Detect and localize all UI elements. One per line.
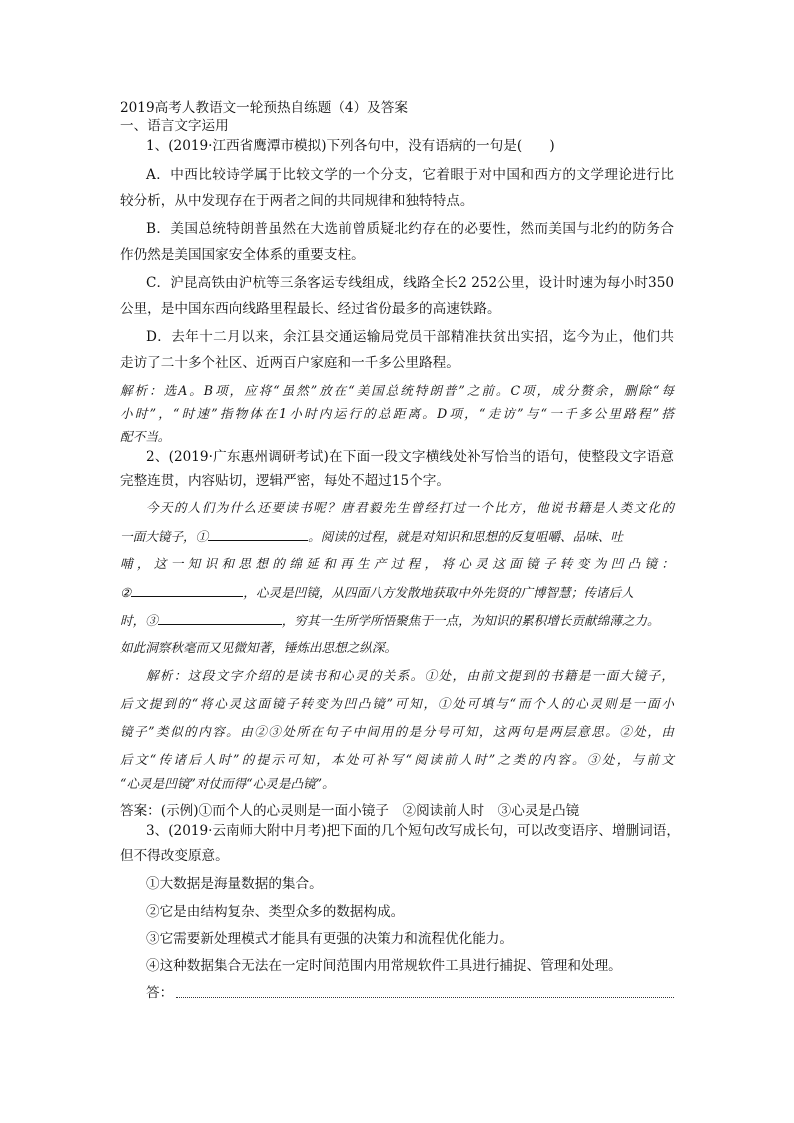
q1-stem: 1、(2019·江西省鹰潭市模拟)下列各句中，没有语病的一句是( ) [146, 138, 555, 154]
answer-blank-3[interactable] [158, 612, 282, 625]
q1-option-c-line1: C．沪昆高铁由沪杭等三条客运专线组成，线路全长2 252公里，设计时速为每小时350 [146, 275, 674, 291]
q1-option-a-line2: 较分析，从中发现存在于两者之间的共同规律和独特特点。 [120, 193, 474, 209]
q3-stem-line2: 但不得改变原意。 [120, 848, 229, 864]
q1-explanation-line3: 配不当。 [120, 429, 171, 444]
answer-blank-2[interactable] [131, 584, 243, 597]
q1-option-a-line1: A．中西比较诗学属于比较文学的一个分支，它着眼于对中国和西方的文学理论进行比 [146, 167, 674, 183]
q2-passage-line2-start: 一面大镜子，① [120, 529, 209, 544]
q2-explanation-line1: 解析：这段文字介绍的是读书和心灵的关系。①处，由前文提到的书籍是一面大镜子， [146, 668, 674, 683]
q1-option-d-line1: D．去年十二月以来，余江县交通运输局党员干部精准扶贫出实招，迄今为止，他们共 [146, 329, 674, 345]
q2-passage-line5-start: 时，③ [120, 613, 158, 628]
q3-item-2: ②它是由结构复杂、类型众多的数据构成。 [146, 904, 405, 920]
q2-explanation-line4: 后文“传诸后人时”的提示可知，本处可补写“阅读前人时”之类的内容。③处，与前文 [120, 752, 674, 767]
q1-option-b-line2: 作仍然是美国国家安全体系的重要支柱。 [120, 247, 365, 263]
q2-explanation-line5: “心灵是凹镜”对仗而得“心灵是凸镜”。 [120, 776, 335, 791]
q3-item-3: ③它需要新处理模式才能具有更强的决策力和流程优化能力。 [146, 931, 514, 947]
q3-answer-line[interactable] [176, 996, 674, 998]
q2-passage-line5-end: ，穷其一生所学所悟聚焦于一点，为知识的累积增长贡献绵薄之力。 [281, 613, 660, 628]
q1-option-d-line2: 走访了二十多个社区、近两百户家庭和一千多公里路程。 [120, 355, 460, 371]
q1-explanation-line2: 小时”，“时速”指物体在1小时内运行的总距离。D项，“走访”与“一千多公里路程”搭 [120, 406, 674, 421]
q2-passage-line4-end: ，心灵是凹镜，从四面八方发散地获取中外先贤的广博智慧；传诸后人 [243, 585, 634, 600]
q3-item-1: ①大数据是海量数据的集合。 [146, 876, 323, 892]
q3-item-4: ④这种数据集合无法在一定时间范围内用常规软件工具进行捕捉、管理和处理。 [146, 958, 622, 974]
q2-explanation-line2: 后文提到的“将心灵这面镜子转变为凹凸镜”可知，①处可填与“而个人的心灵则是一面小 [120, 696, 674, 711]
q3-stem-line1: 3、(2019·云南师大附中月考)把下面的几个短句改写成长句，可以改变语序、增删词语， [146, 823, 680, 839]
q2-answer: 答案：(示例)①而个人的心灵则是一面小镜子 ②阅读前人时 ③心灵是凸镜 [120, 803, 580, 819]
q2-stem-line2: 完整连贯，内容贴切，逻辑严密，每处不超过15个字。 [120, 473, 450, 489]
q2-passage-line3: 哺，这一知识和思想的绵延和再生产过程，将心灵这面镜子转变为凹凸镜： [120, 556, 674, 571]
q2-stem-line1: 2、(2019·广东惠州调研考试)在下面一段文字横线处补写恰当的语句，使整段文字语意 [146, 449, 674, 465]
q1-option-b-line1: B．美国总统特朗普虽然在大选前曾质疑北约存在的必要性，然而美国与北约的防务合 [146, 221, 674, 237]
answer-blank-1[interactable] [208, 528, 308, 541]
q2-passage-line1: 今天的人们为什么还要读书呢？唐君毅先生曾经打过一个比方，他说书籍是人类文化的 [146, 500, 674, 515]
q3-answer-label: 答： [146, 985, 174, 1001]
q2-passage-line2 [120, 528, 623, 545]
q2-passage-line2-end: 。阅读的过程，就是对知识和思想的反复咀嚼、品味、吐 [308, 529, 623, 544]
q2-passage-line4 [120, 584, 634, 601]
q1-option-c-line2: 公里，是中国东西向线路里程最长、经过省份最多的高速铁路。 [120, 301, 501, 317]
document-title: 2019高考人教语文一轮预热自练题（4）及答案 [120, 100, 408, 116]
q2-passage-line6: 如此洞察秋毫而又见微知著，锤炼出思想之纵深。 [120, 640, 398, 655]
q1-explanation-line1: 解析：选A。B项，应将“虽然”放在“美国总统特朗普”之前。C项，成分赘余，删除“每 [120, 383, 674, 398]
q2-explanation-line3: 镜子”类似的内容。由②③处所在句子中间用的是分号可知，这两句是两层意思。②处，由 [120, 724, 674, 739]
q2-passage-line4-start: ② [120, 585, 132, 600]
q2-passage-line5 [120, 612, 660, 629]
section-heading: 一、语言文字运用 [120, 118, 229, 134]
